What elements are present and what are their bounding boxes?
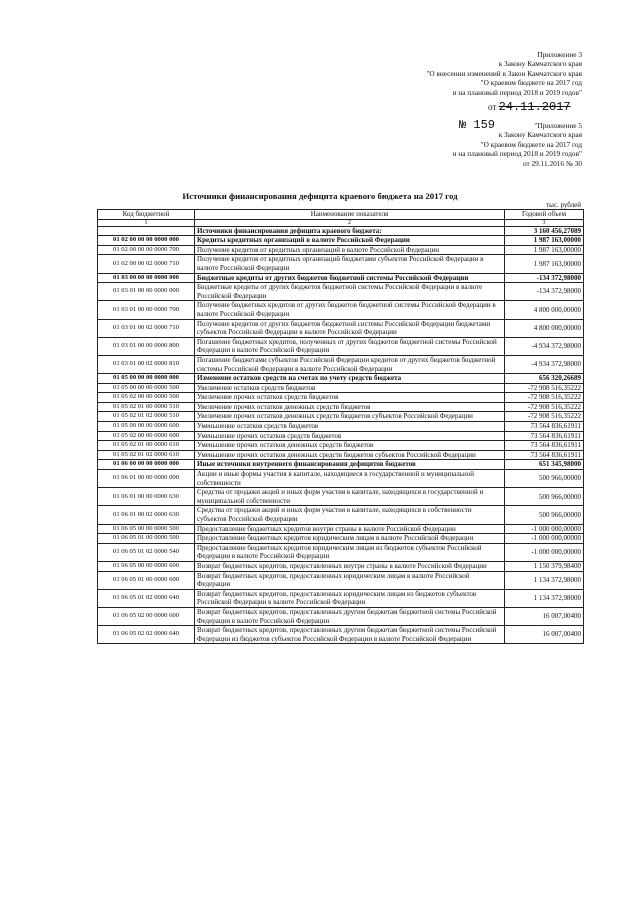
name-cell: Получение бюджетных кредитов от других бюджетов бюджетной системы Российской Федерации в валюте Российской Федерации xyxy=(195,301,505,319)
table-row xyxy=(98,355,584,373)
amount-cell: 73 564 836,61911 xyxy=(505,431,584,441)
name-cell: Бюджетные кредиты от других бюджетов бюджетной системы Российской Федерации в валюте Российской Федерации xyxy=(195,283,505,301)
name-cell: Источники финансирования дефицита краевого бюджета: xyxy=(195,226,505,236)
name-cell: Изменение остатков средств на счетах по учету средств бюджета xyxy=(195,374,505,384)
column-number: 3 xyxy=(505,219,584,226)
code-cell: 01 06 05 00 00 0000 500 xyxy=(98,524,195,534)
name-cell: Бюджетные кредиты от других бюджетов бюджетной системы Российской Федерации xyxy=(195,273,505,283)
name-cell: Получение кредитов от кредитных организаций в валюте Российской Федерации xyxy=(195,245,505,255)
amount-cell: 500 966,00000 xyxy=(505,488,584,506)
amount-cell: 1 987 163,00000 xyxy=(505,236,584,246)
table-row xyxy=(98,441,584,451)
amount-cell: -1 000 000,00000 xyxy=(505,534,584,544)
amount-cell: 73 564 836,61911 xyxy=(505,450,584,460)
name-cell: Акции и иные формы участия в капитале, находящиеся в государственной и муниципальной собственности xyxy=(195,470,505,488)
name-cell: Увеличение прочих остатков средств бюджетов xyxy=(195,393,505,403)
appendix-5-line: "О краевом бюджете на 2017 год xyxy=(480,139,582,149)
name-cell: Иные источники внутреннего финансирования дефицитов бюджетов xyxy=(195,460,505,470)
code-cell: 01 02 00 00 00 0000 700 xyxy=(98,245,195,255)
name-cell: Увеличение прочих остатков денежных средств бюджетов субъектов Российской Федерации xyxy=(195,412,505,422)
table-row xyxy=(98,236,584,246)
document-title: Источники финансирования дефицита краевого бюджета на 2017 год xyxy=(182,191,458,201)
amount-cell: -72 908 516,35222 xyxy=(505,393,584,403)
amount-cell: 1 134 372,98000 xyxy=(505,571,584,589)
code-cell: 01 06 01 00 00 0000 000 xyxy=(98,470,195,488)
code-cell: 01 03 01 00 00 0000 000 xyxy=(98,283,195,301)
code-cell: 01 06 01 00 00 0000 630 xyxy=(98,488,195,506)
code-cell: 01 05 02 00 00 0000 600 xyxy=(98,431,195,441)
amount-cell: -1 000 000,00000 xyxy=(505,543,584,561)
appendix-5-line: "Приложение 5 xyxy=(534,121,582,130)
code-cell: 01 05 00 00 00 0000 600 xyxy=(98,422,195,432)
code-cell: 01 05 02 00 00 0000 500 xyxy=(98,393,195,403)
name-cell: Уменьшение прочих остатков денежных средств бюджетов xyxy=(195,441,505,451)
table-row xyxy=(98,226,584,236)
sources-table xyxy=(97,209,584,644)
code-cell: 01 02 00 00 02 0000 710 xyxy=(98,255,195,273)
amount-cell: 500 966,00000 xyxy=(505,506,584,524)
table-row xyxy=(98,571,584,589)
code-cell: 01 02 00 00 00 0000 000 xyxy=(98,236,195,246)
code-cell: 01 05 00 00 00 0000 500 xyxy=(98,383,195,393)
name-cell: Предоставление бюджетных кредитов юридическим лицам в валюте Российской Федерации xyxy=(195,534,505,544)
table-row xyxy=(98,431,584,441)
name-cell: Средства от продажи акций и иных форм участия в капитале, находящихся в государственной и муниципальной собственности xyxy=(195,488,505,506)
code-cell: 01 06 05 01 00 0000 500 xyxy=(98,534,195,544)
amount-cell: -72 908 516,35222 xyxy=(505,412,584,422)
amount-cell: 16 007,00400 xyxy=(505,626,584,644)
table-row xyxy=(98,589,584,607)
amount-cell: 16 007,00400 xyxy=(505,607,584,625)
amount-cell: -134 372,98000 xyxy=(505,273,584,283)
table-row xyxy=(98,255,584,273)
name-cell: Возврат бюджетных кредитов, предоставленных другим бюджетам бюджетной системы Российской Федерации из бюджетов субъектов Российской Федерации в валюте Российской Федерации xyxy=(195,626,505,644)
table-row xyxy=(98,534,584,544)
number-value: 159 xyxy=(473,118,496,132)
code-cell: 01 05 02 01 00 0000 610 xyxy=(98,441,195,451)
table-row xyxy=(98,607,584,625)
column-number: 1 xyxy=(98,219,195,226)
code-cell: 01 06 05 02 02 0000 640 xyxy=(98,626,195,644)
name-cell: Уменьшение прочих остатков денежных средств бюджетов субъектов Российской Федерации xyxy=(195,450,505,460)
amount-cell: 1 987 163,00000 xyxy=(505,245,584,255)
amount-cell: -1 000 000,00000 xyxy=(505,524,584,534)
table-row xyxy=(98,337,584,355)
appendix-5-header xyxy=(453,121,582,168)
amount-cell: 651 345,98000 xyxy=(505,460,584,470)
amount-cell: 1 150 379,98400 xyxy=(505,561,584,571)
code-cell: 01 03 01 00 00 0000 700 xyxy=(98,301,195,319)
amount-cell: -72 908 516,35222 xyxy=(505,402,584,412)
table-row xyxy=(98,450,584,460)
header-code: Код бюджетной xyxy=(98,210,195,220)
name-cell: Возврат бюджетных кредитов, предоставленных внутри страны в валюте Российской Федерации xyxy=(195,561,505,571)
table-row xyxy=(98,488,584,506)
appendix-3-line: Приложение 3 xyxy=(537,50,582,59)
name-cell: Погашение бюджетами субъектов Российской Федерации кредитов от других бюджетов бюджетной системы Российской Федерации в валюте Российской Федерации xyxy=(195,355,505,373)
code-cell: 01 06 05 01 00 0000 600 xyxy=(98,571,195,589)
amount-cell: 1 134 372,98000 xyxy=(505,589,584,607)
amount-cell: -4 934 372,98000 xyxy=(505,337,584,355)
amount-cell: -134 372,98000 xyxy=(505,283,584,301)
amount-cell: 73 564 836,61911 xyxy=(505,441,584,451)
amount-cell: -4 934 372,98000 xyxy=(505,355,584,373)
code-cell: 01 05 02 01 02 0000 510 xyxy=(98,412,195,422)
table-row xyxy=(98,273,584,283)
table-row xyxy=(98,561,584,571)
table-row xyxy=(98,283,584,301)
code-cell: 01 03 01 00 02 0000 710 xyxy=(98,319,195,337)
name-cell: Кредиты кредитных организаций в валюте Российской Федерации xyxy=(195,236,505,246)
code-cell: 01 05 00 00 00 0000 000 xyxy=(98,374,195,384)
appendix-5-line: и на плановый период 2018 и 2019 годов" xyxy=(452,149,582,159)
header-name: Наименование показателя xyxy=(195,210,505,220)
amount-cell: 656 320,26689 xyxy=(505,374,584,384)
code-cell: 01 06 05 02 00 0000 600 xyxy=(98,607,195,625)
table-row xyxy=(98,402,584,412)
table-row xyxy=(98,543,584,561)
table-row xyxy=(98,319,584,337)
table-row xyxy=(98,374,584,384)
code-cell: 01 03 01 00 02 0000 810 xyxy=(98,355,195,373)
appendix-3-header xyxy=(426,50,582,97)
amount-cell: -72 908 516,35222 xyxy=(505,383,584,393)
table-body xyxy=(98,226,584,644)
table-row xyxy=(98,301,584,319)
column-number: 2 xyxy=(195,219,505,226)
code-cell: 01 05 02 01 02 0000 610 xyxy=(98,450,195,460)
table-row xyxy=(98,626,584,644)
table-row xyxy=(98,460,584,470)
number-sign: № xyxy=(459,118,467,132)
code-cell: 01 06 05 01 02 0000 540 xyxy=(98,543,195,561)
appendix-3-line: "О краевом бюджете на 2017 год xyxy=(480,78,582,88)
name-cell: Предоставление бюджетных кредитов внутри страны в валюте Российской Федерации xyxy=(195,524,505,534)
amount-cell: 4 800 000,00000 xyxy=(505,319,584,337)
code-cell: 01 06 00 00 00 0000 000 xyxy=(98,460,195,470)
name-cell: Получение кредитов от других бюджетов бюджетной системы Российской Федерации бюджетами субъектов Российской Федерации в валюте Российской Федерации xyxy=(195,319,505,337)
name-cell: Получение кредитов от кредитных организаций бюджетами субъектов Российской Федерации в валюте Российской Федерации xyxy=(195,255,505,273)
table-row xyxy=(98,422,584,432)
header-amount: Годовой объем xyxy=(505,210,584,220)
table-row xyxy=(98,383,584,393)
name-cell: Увеличение прочих остатков денежных средств бюджетов xyxy=(195,402,505,412)
table-row xyxy=(98,470,584,488)
code-cell: 01 03 00 00 00 0000 000 xyxy=(98,273,195,283)
unit-label: тыс. рублей xyxy=(546,201,581,209)
amount-cell: 73 564 836,61911 xyxy=(505,422,584,432)
code-cell: 01 06 05 01 02 0000 640 xyxy=(98,589,195,607)
name-cell: Возврат бюджетных кредитов, предоставленных юридическим лицам из бюджетов субъектов Российской Федерации в валюте Российской Федерации xyxy=(195,589,505,607)
name-cell: Погашение бюджетных кредитов, полученных от других бюджетов бюджетной системы Российской Федерации в валюте Российской Федерации xyxy=(195,337,505,355)
amount-cell: 1 987 163,00000 xyxy=(505,255,584,273)
adoption-date-value: 24.11.2017 xyxy=(498,100,571,114)
adoption-date-prefix: от xyxy=(488,102,497,112)
amount-cell: 3 160 456,27089 xyxy=(505,226,584,236)
adoption-date xyxy=(488,100,571,114)
appendix-3-line: к Закону Камчатского края xyxy=(498,59,582,69)
table-row xyxy=(98,393,584,403)
appendix-3-line: и на плановый период 2018 и 2019 годов" xyxy=(452,87,582,97)
code-cell: 01 03 01 00 00 0000 800 xyxy=(98,337,195,355)
name-cell: Возврат бюджетных кредитов, предоставленных юридическим лицам в валюте Российской Федерации xyxy=(195,571,505,589)
appendix-5-line: к Закону Камчатского края xyxy=(498,130,582,140)
table-row xyxy=(98,506,584,524)
table-number-row xyxy=(98,219,584,226)
code-cell xyxy=(98,226,195,236)
name-cell: Увеличение остатков средств бюджетов xyxy=(195,383,505,393)
code-cell: 01 05 02 01 00 0000 510 xyxy=(98,402,195,412)
code-cell: 01 06 01 00 02 0000 630 xyxy=(98,506,195,524)
name-cell: Уменьшение прочих остатков средств бюджетов xyxy=(195,431,505,441)
table-row xyxy=(98,412,584,422)
name-cell: Уменьшение остатков средств бюджетов xyxy=(195,422,505,432)
table-row xyxy=(98,524,584,534)
name-cell: Предоставление бюджетных кредитов юридическим лицам из бюджетов субъектов Российской Федерации в валюте Российской Федерации xyxy=(195,543,505,561)
amount-cell: 500 966,00000 xyxy=(505,470,584,488)
appendix-3-line: "О внесении изменений в Закон Камчатского края xyxy=(426,68,582,78)
name-cell: Возврат бюджетных кредитов, предоставленных другим бюджетам бюджетной системы Российской Федерации в валюте Российской Федерации xyxy=(195,607,505,625)
name-cell: Средства от продажи акций и иных форм участия в капитале, находящихся в собственности субъектов Российской Федерации xyxy=(195,506,505,524)
table-row xyxy=(98,245,584,255)
appendix-5-line: от 29.11.2016 № 30 xyxy=(522,158,582,168)
table-header-row xyxy=(98,210,584,220)
code-cell: 01 06 05 00 00 0000 600 xyxy=(98,561,195,571)
amount-cell: 4 800 000,00000 xyxy=(505,301,584,319)
